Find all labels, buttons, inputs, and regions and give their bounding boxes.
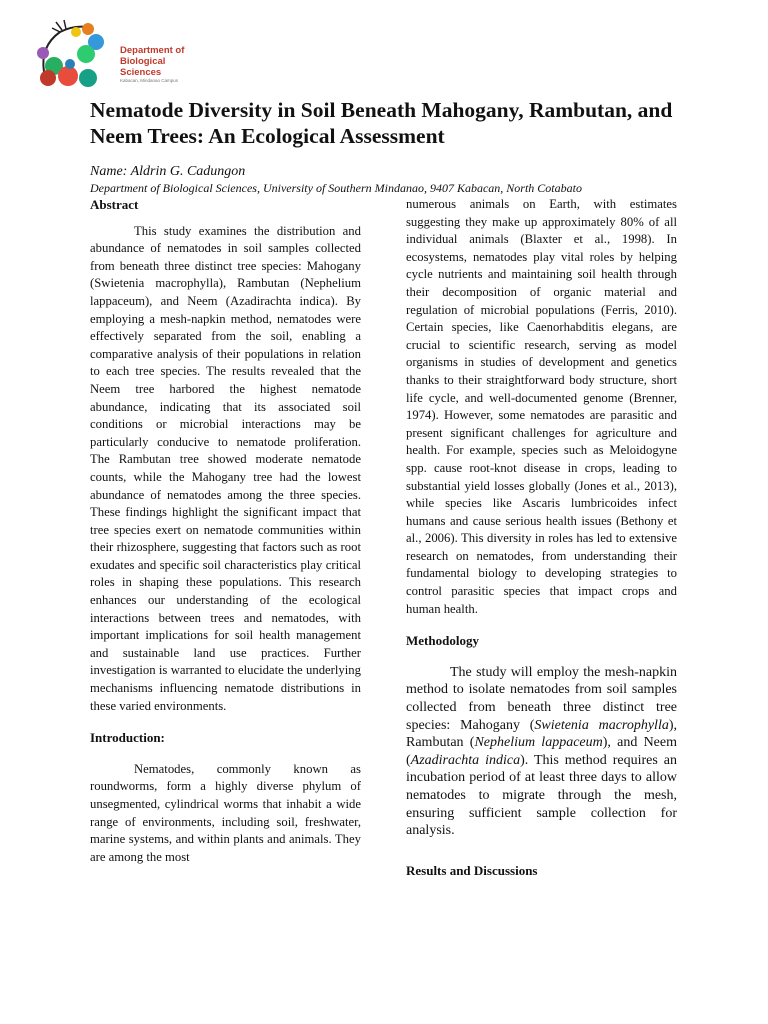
department-logo xyxy=(30,16,200,98)
logo-subtitle: Kabacan, Mindanao Campus xyxy=(120,78,179,83)
logo-text xyxy=(120,45,200,84)
paper-title: Nematode Diversity in Soil Beneath Mahogany, Rambutan, and Neem Trees: An Ecological Assessment xyxy=(90,98,673,148)
logo-line1: Department of xyxy=(120,45,185,56)
methodology-heading: Methodology xyxy=(406,633,479,649)
author-name: Name: Aldrin G. Cadungon xyxy=(90,164,246,179)
methodology-text-part3: ), and Neem ( xyxy=(406,735,677,768)
right-column xyxy=(406,196,677,879)
methodology-text-part2: ), Rambutan ( xyxy=(406,717,678,751)
results-heading: Results and Discussions xyxy=(406,862,538,878)
methodology-text-part4: ). This method requires an incubation period of at least three days to allow nematodes to migrate through the mesh, ensuring sufficient sample collection for analysis. xyxy=(406,752,677,839)
species-neem: Azadirachta indica xyxy=(410,752,521,768)
introduction-heading: Introduction: xyxy=(90,730,165,746)
author-affiliation: Department of Biological Sciences, University of Southern Mindanao, 9407 Kabacan, North Cotabato xyxy=(90,181,582,195)
abstract-text: This study examines the distribution and abundance of nematodes in soil samples collected from beneath three distinct tree species: Mahogany (Swietenia macrophylla), Rambutan (Nephelium lappaceum), and Neem (Azadirachta indica). By employing a mesh-napkin method, nematodes were effectively separated from the soil, enabling a comparative analysis of their populations in relation to each tree species. The results revealed that the Neem tree harbored the highest nematode abundance, indicating that its associated soil conditions or microbial interactions may be particularly conducive to nematode proliferation. The Rambutan tree showed moderate nematode counts, while the Mahogany tree had the lowest abundance of nematodes among the three species. These findings highlight the significant impact that tree species exert on nematode communities within their rhizosphere, suggesting that factors such as root exudates and specific soil characteristics play critical roles in shaping these populations. This research enhances our understanding of the ecological interactions between trees and nematodes, with important implications for soil health management and sustainable land use practices. Further investigation is warranted to elucidate the underlying mechanisms influencing nematode distributions in these varied environments. xyxy=(90,223,361,713)
logo-line2: Biological Sciences xyxy=(120,56,166,78)
methodology-text-part1: The study will employ the mesh-napkin method to isolate nematodes from soil samples collected from beneath three distinct tree species: Mahogany ( xyxy=(406,664,677,733)
species-rambutan: Nephelium lappaceum xyxy=(474,735,603,751)
introduction-text-right: numerous animals on Earth, with estimates suggesting they make up approximately 80% of all individual animals (Blaxter et al., 1998). In ecosystems, nematodes play vital roles by helping cycle nutrients and maintaining soil health through their decomposition of organic material and regulation of microbial populations (Ferris, 2010). Certain species, like Caenorhabditis elegans, are crucial to scientific research, serving as model organisms in studies of development and genetics thanks to their straightforward body structure, short life cycle, and well-documented genome (Brenner, 1974). However, some nematodes are parasitic and present significant challenges for agriculture and health. For example, species such as Meloidogyne spp. cause root-knot disease in crops, leading to substantial yield losses globally (Jones et al., 2013), while species like Ascaris lumbricoides infect humans and cause serious health issues (Bethony et al., 2006). This diversity in roles has led to extensive research on nematodes, from understanding their fundamental biology to developing strategies to control parasitic species that impact crops and human health. xyxy=(406,197,677,616)
introduction-text-left: Nematodes, commonly known as roundworms, form a highly diverse phylum of unsegmented, cylindrical worms that inhabit a wide range of environments, including soil, freshwater, marine systems, and within plants and animals. They are among the most xyxy=(90,761,361,864)
left-column xyxy=(90,196,361,866)
methodology-text xyxy=(406,664,677,840)
species-mahogany: Swietenia macrophylla xyxy=(534,717,669,733)
abstract-heading: Abstract xyxy=(90,197,139,212)
